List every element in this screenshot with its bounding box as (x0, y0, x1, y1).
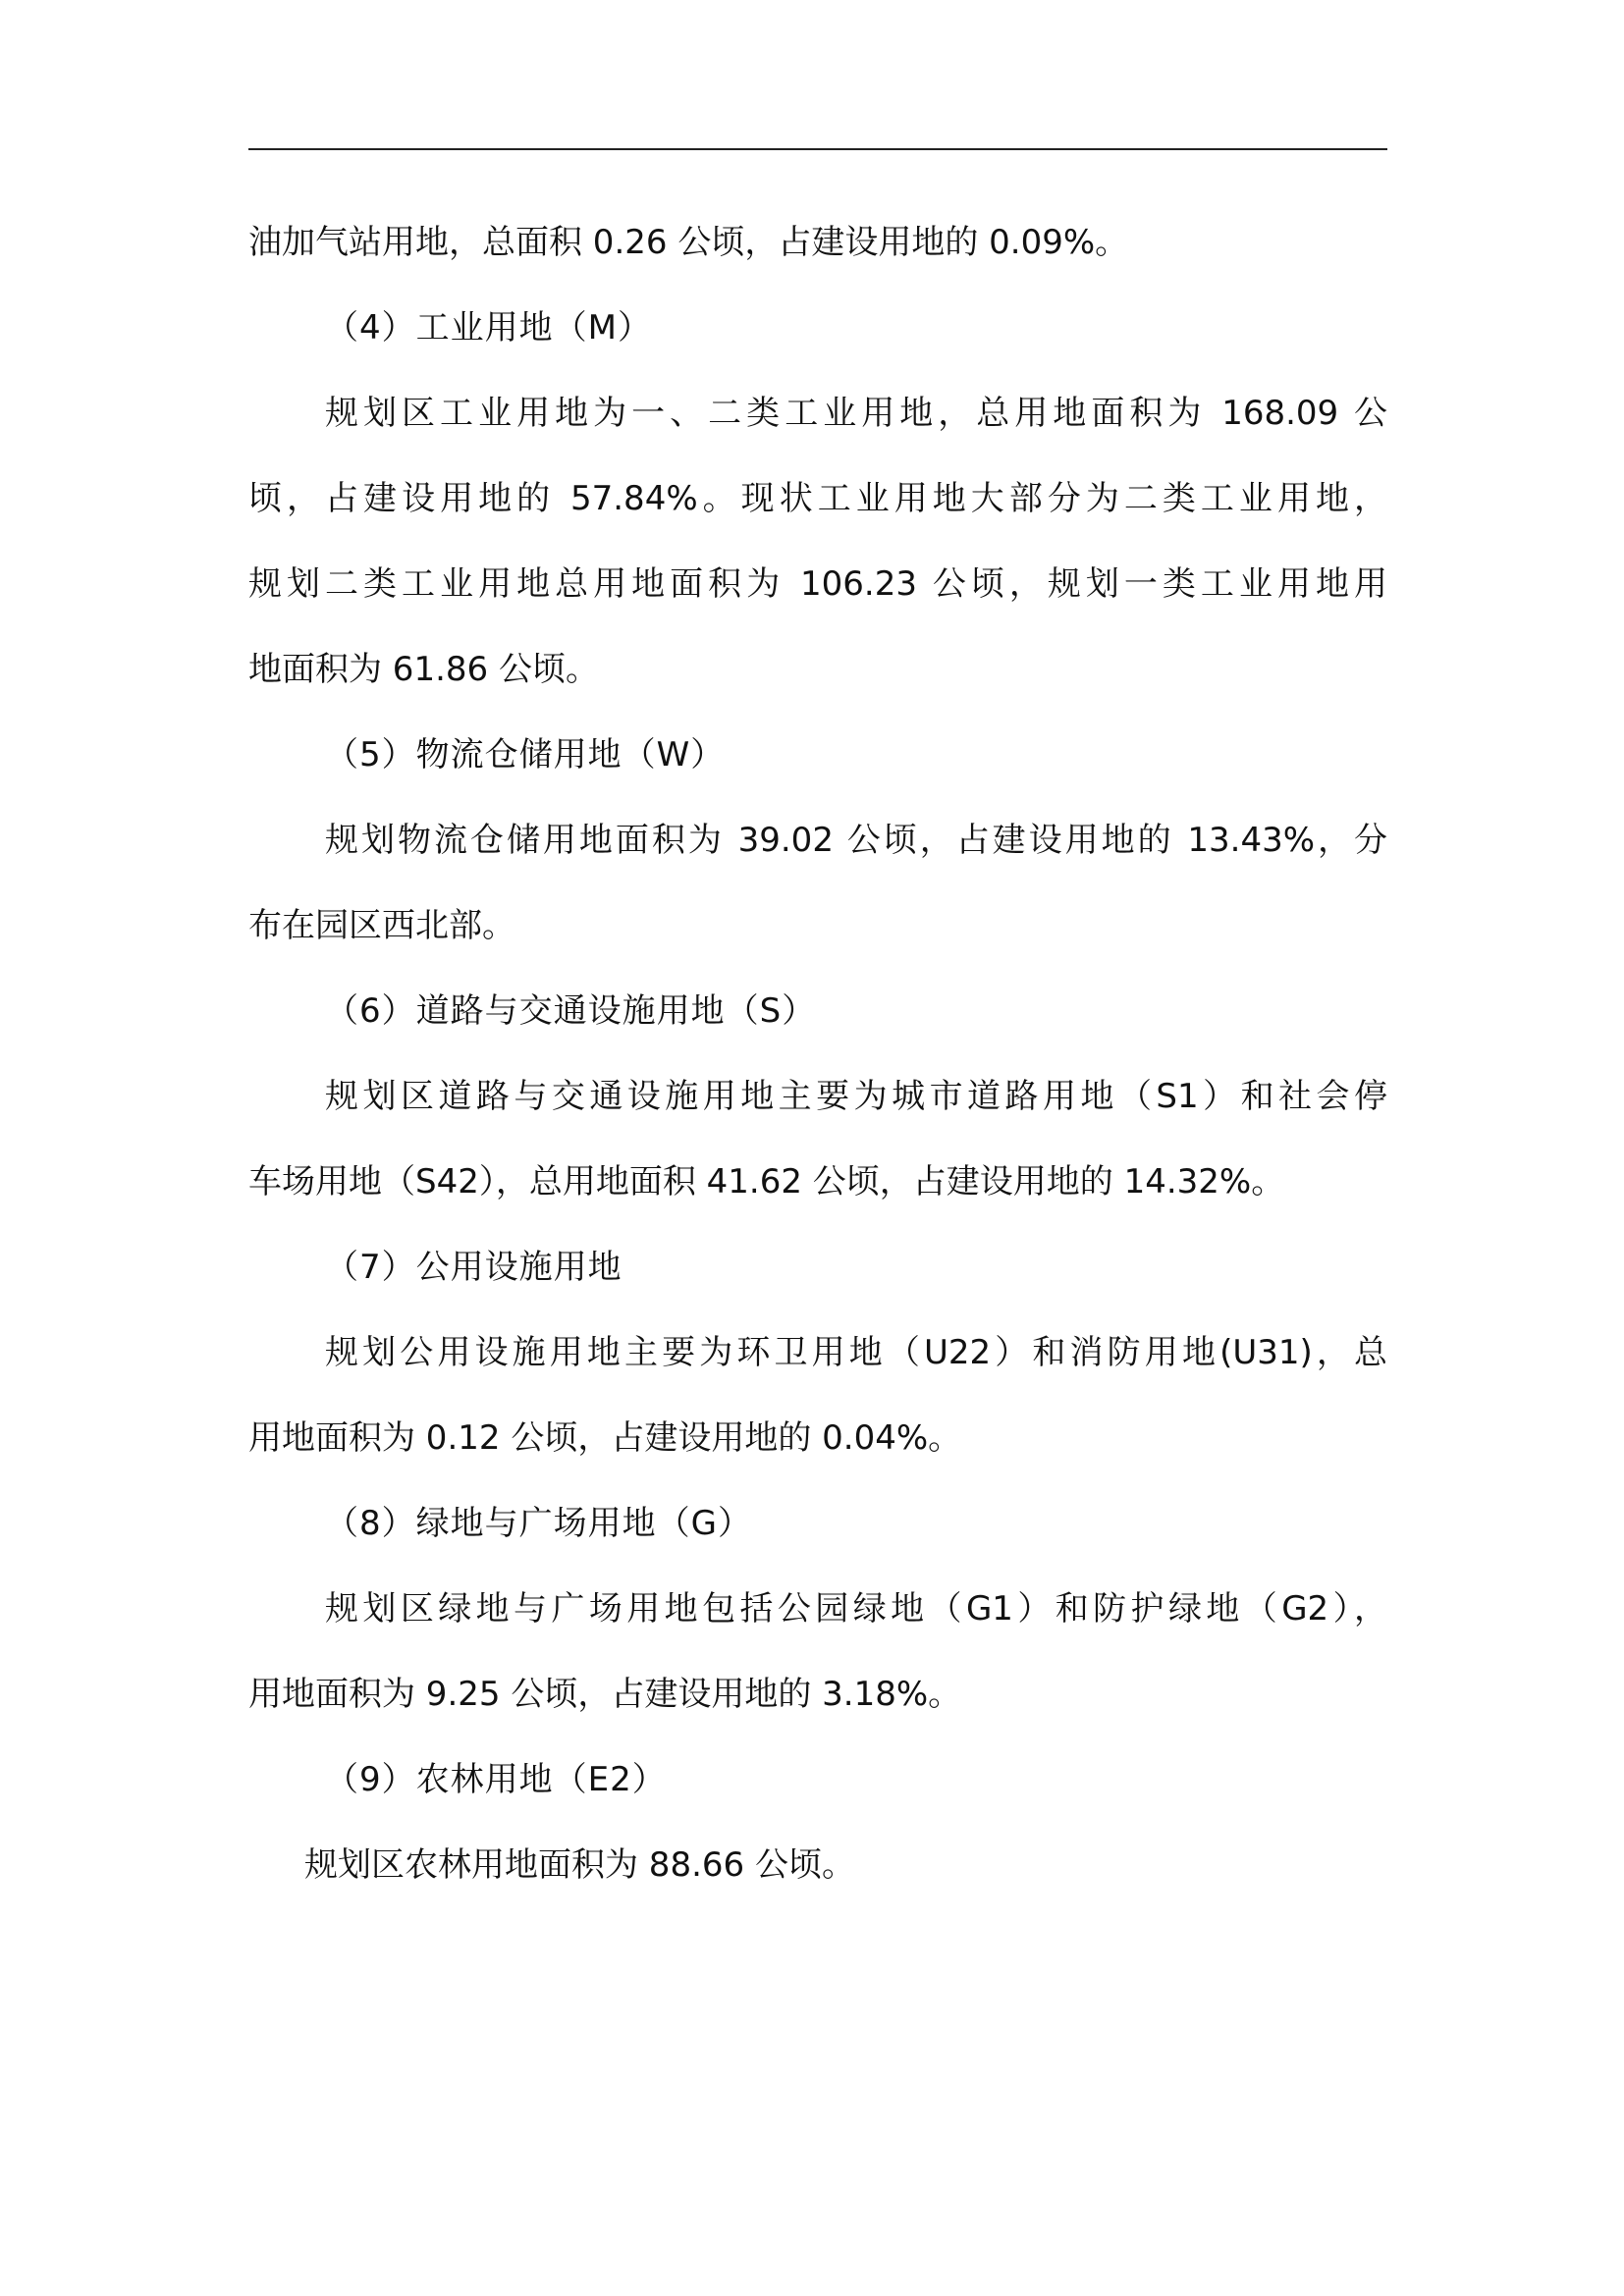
paragraph-line: 地面积为 61.86 公顷。 (248, 650, 599, 689)
section-heading-agriculture: （9）农林用地（E2） (325, 1760, 667, 1799)
paragraph-line: 布在园区西北部。 (248, 906, 515, 945)
paragraph-line: 规划区农林用地面积为 88.66 公顷。 (304, 1845, 855, 1885)
section-heading-utilities: （7）公用设施用地 (325, 1248, 623, 1287)
paragraph-line: 用地面积为 9.25 公顷，占建设用地的 3.18%。 (248, 1675, 962, 1714)
paragraph-line: 顷，占建设用地的 57.84%。现状工业用地大部分为二类工业用地， (248, 479, 1387, 518)
paragraph-line: 规划公用设施用地主要为环卫用地（U22）和消防用地(U31)，总 (325, 1333, 1387, 1372)
section-heading-transport: （6）道路与交通设施用地（S） (325, 991, 817, 1031)
paragraph-line: 用地面积为 0.12 公顷，占建设用地的 0.04%。 (248, 1418, 962, 1458)
section-heading-green-space: （8）绿地与广场用地（G） (325, 1504, 752, 1543)
paragraph-line: 油加气站用地，总面积 0.26 公顷，占建设用地的 0.09%。 (248, 223, 1129, 262)
paragraph-line: 规划物流仓储用地面积为 39.02 公顷，占建设用地的 13.43%，分 (325, 821, 1387, 860)
section-heading-industrial: （4）工业用地（M） (325, 308, 652, 347)
paragraph-line: 规划二类工业用地总用地面积为 106.23 公顷，规划一类工业用地用 (248, 564, 1387, 604)
paragraph-line: 车场用地（S42），总用地面积 41.62 公顷，占建设用地的 14.32%。 (248, 1162, 1285, 1201)
section-heading-logistics: （5）物流仓储用地（W） (325, 735, 726, 774)
paragraph-line: 规划区绿地与广场用地包括公园绿地（G1）和防护绿地（G2）， (325, 1589, 1387, 1629)
header-rule (248, 148, 1387, 150)
paragraph-line: 规划区道路与交通设施用地主要为城市道路用地（S1）和社会停 (325, 1077, 1387, 1116)
paragraph-line: 规划区工业用地为一、二类工业用地，总用地面积为 168.09 公 (325, 394, 1387, 433)
document-body (248, 208, 1387, 1916)
